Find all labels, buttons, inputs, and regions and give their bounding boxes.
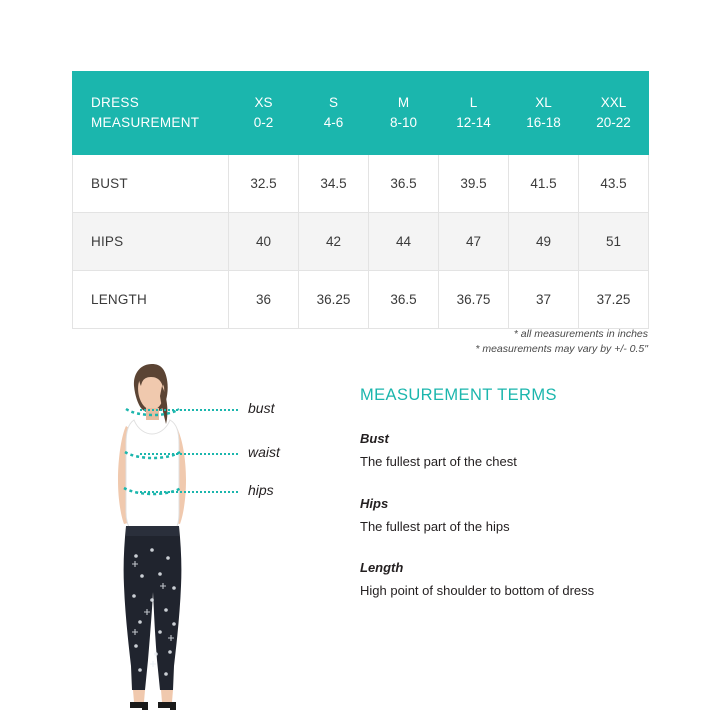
cell-bust-xl: 41.5 [509, 155, 579, 213]
term-length-name: Length [360, 560, 404, 576]
row-label-bust: BUST [73, 155, 229, 213]
header-measurement-label [73, 72, 229, 155]
term-length [360, 560, 660, 600]
model-illustration [56, 360, 346, 710]
callout-label-waist: waist [248, 444, 280, 460]
cell-bust-xxl: 43.5 [579, 155, 649, 213]
callout-line-hips [140, 491, 238, 493]
callout-label-bust: bust [248, 400, 275, 416]
size-range: 8-10 [389, 115, 418, 130]
measurement-terms [360, 386, 660, 625]
cell-bust-l: 39.5 [439, 155, 509, 213]
row-label-hips: HIPS [73, 213, 229, 271]
footnote-tolerance: * measurements may vary by +/- 0.5" [475, 343, 648, 356]
table-row [73, 271, 649, 329]
size-chart-table [72, 71, 649, 329]
table-header-row [73, 72, 649, 155]
row-label-length: LENGTH [73, 271, 229, 329]
term-hips-name: Hips [360, 495, 389, 511]
header-size-xxl [579, 72, 649, 155]
term-hips-desc: The fullest part of the hips [360, 518, 510, 534]
footnote-units: * all measurements in inches [513, 328, 648, 340]
size-name: XXL [600, 95, 627, 111]
size-name: M [397, 95, 410, 111]
size-name: XL [535, 95, 552, 111]
cell-hips-s: 42 [299, 213, 369, 271]
term-bust-name: Bust [360, 431, 389, 446]
cell-hips-l: 47 [439, 213, 509, 271]
callout-line-waist [140, 453, 238, 455]
cell-length-xs: 36 [229, 271, 299, 329]
header-label-line2: MEASUREMENT [91, 115, 200, 130]
cell-bust-xs: 32.5 [229, 155, 299, 213]
callout-label-hips: hips [248, 482, 274, 498]
cell-length-m: 36.5 [369, 271, 439, 329]
table-header [73, 72, 649, 155]
term-bust-desc: The fullest part of the chest [360, 454, 517, 469]
table-row [73, 213, 649, 271]
cell-hips-xl: 49 [509, 213, 579, 271]
size-name: L [469, 95, 478, 111]
term-hips [360, 496, 660, 536]
header-size-m [369, 72, 439, 155]
cell-hips-xxl: 51 [579, 213, 649, 271]
cell-length-xl: 37 [509, 271, 579, 329]
header-size-s [299, 72, 369, 155]
size-name: XS [254, 95, 273, 111]
size-range: 16-18 [526, 115, 561, 130]
cell-bust-s: 34.5 [299, 155, 369, 213]
size-chart [72, 71, 648, 329]
header-size-xs [229, 72, 299, 155]
cell-bust-m: 36.5 [369, 155, 439, 213]
cell-hips-xs: 40 [229, 213, 299, 271]
cell-length-l: 36.75 [439, 271, 509, 329]
term-length-desc: High point of shoulder to bottom of dress [360, 583, 595, 599]
size-range: 4-6 [323, 115, 344, 130]
size-range: 20-22 [596, 115, 631, 130]
header-size-l [439, 72, 509, 155]
size-name: S [328, 95, 338, 111]
size-range: 12-14 [456, 115, 491, 130]
cell-length-xxl: 37.25 [579, 271, 649, 329]
cell-length-s: 36.25 [299, 271, 369, 329]
table-row [73, 155, 649, 213]
cell-hips-m: 44 [369, 213, 439, 271]
header-label-line1: DRESS [91, 94, 140, 110]
callout-line-bust [140, 409, 238, 411]
table-body [73, 155, 649, 329]
model-figure-svg [56, 360, 346, 710]
footnotes [248, 327, 648, 357]
size-range: 0-2 [253, 115, 274, 130]
term-bust [360, 431, 660, 471]
measurement-terms-title: MEASUREMENT TERMS [360, 386, 557, 404]
header-size-xl [509, 72, 579, 155]
